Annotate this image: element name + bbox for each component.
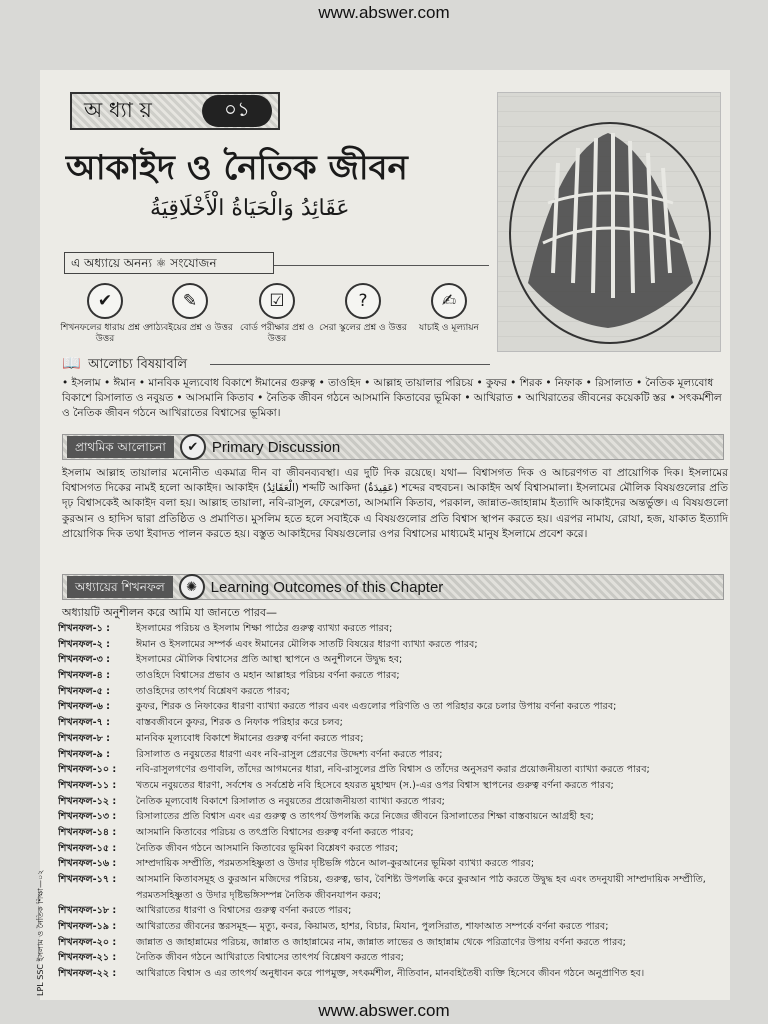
calligraphy-art	[498, 93, 721, 352]
outcome-text: আখিরাতের জীবনের স্তরসমূহ— মৃত্যু, কবর, কিয়ামত, হাশর, বিচার, মিযান, পুলসিরাত, শাফাআত সম্পর্কে বর্ণনা করতে পারব;	[136, 921, 609, 933]
chapter-label: অ ধ্যা য়	[84, 97, 152, 122]
outcome-item	[58, 950, 730, 966]
primary-english: Primary Discussion	[211, 438, 341, 456]
outcome-label: শিখনফল-১২ :	[58, 795, 117, 807]
outcome-item	[58, 621, 730, 637]
outcome-label: শিখনফল-৪ :	[58, 670, 110, 682]
outcome-label: শিখনফল-১৬ :	[58, 858, 117, 870]
feature-label: যাচাই ও মূল্যায়ন	[419, 323, 479, 333]
outcome-item	[58, 684, 730, 700]
outcome-text: নৈতিক জীবন গঠনে আসমানি কিতাবের ভূমিকা বিশ্লেষণ করতে পারব;	[136, 842, 399, 854]
outcome-item	[58, 747, 730, 763]
chapter-number: ০১	[202, 95, 272, 127]
outcome-text: নৈতিক জীবন গঠনে আখিরাতে বিশ্বাসের তাৎপর্য বিশ্লেষণ করতে পারব;	[136, 952, 404, 964]
outcome-label: শিখনফল-১৮ :	[58, 905, 117, 917]
outcome-label: শিখনফল-১১ :	[58, 779, 117, 791]
outcome-text: রিসালাত ও নবুয়তের ধারণা এবং নবি-রাসুল প্রেরণের উদ্দেশ্য বর্ণনা করতে পারব;	[136, 748, 443, 760]
topics-list: • ইসলাম • ঈমান • মানবিক মূল্যবোধ বিকাশে ঈমানের গুরুত্ব • তাওহিদ • আল্লাহ তায়ালার পরিচয় • কুফর • শিরক • নিফাক • রিসালাত • নৈতিক মূল্যবোধ বিকাশে রিসালাত ও নবুয়ত • আসমানি কিতাব • নৈতিক জীবন গঠনে আসমানি কিতাবের ভূমিকা • আখিরাত • আখিরাতের জীবনের কয়েকটি স্তর • সৎকর্মশীল ও নৈতিক জীবন গঠনে আখিরাতের বিশ্বাসের ভূমিকা।	[62, 377, 722, 419]
outcomes-english: Learning Outcomes of this Chapter	[210, 578, 444, 596]
outcome-text: ঈমান ও ইসলামের সম্পর্ক এবং ঈমানের মৌলিক সাতটি বিষয়ের ধারণা ব্যাখ্যা করতে পারব;	[136, 638, 478, 650]
outcome-label: শিখনফল-২২ :	[58, 968, 117, 980]
outcome-text: কুফর, শিরক ও নিফাকের ধারণা ব্যাখ্যা করতে পারব এবং এগুলোর পরিণতি ও তা পরিহার করে চলার উপায় বর্ণনা করতে পারব;	[136, 701, 617, 713]
outcome-item	[58, 825, 730, 841]
chapter-badge	[70, 92, 280, 130]
integration-divider	[274, 265, 489, 266]
outcome-text: নবি-রাসুলগণের গুণাবলি, তাঁদের আগমনের ধারা, নবি-রাসুলের প্রতি বিশ্বাস ও তাঁদের অনুসরণ করার প্রয়োজনীয়তা ব্যাখ্যা করতে পারব;	[136, 764, 650, 776]
outcome-item	[58, 856, 730, 872]
outcome-label: শিখনফল-১৩ :	[58, 811, 117, 823]
outcome-item	[58, 841, 730, 857]
question-icon: ?	[345, 283, 381, 319]
feature-evaluation[interactable]	[404, 283, 494, 334]
outcome-label: শিখনফল-১৭ :	[58, 874, 117, 885]
calligraphy-image	[497, 92, 721, 352]
outcome-text: আখিরাতে বিশ্বাস ও এর তাৎপর্য অনুধাবন করে পাপমুক্ত, সৎকর্মশীল, নীতিবান, মানবহিতৈষী ব্যক্তি হিসেবে জীবন গঠনে অনুপ্রাণিত হব।	[136, 968, 645, 980]
outcome-label: শিখনফল-২০ :	[58, 936, 117, 948]
outcome-label: শিখনফল-৬ :	[58, 701, 111, 713]
outcome-text: তাওহিদের তাৎপর্য বিশ্লেষণ করতে পারব;	[136, 685, 290, 697]
outcome-item	[58, 699, 730, 715]
outcome-label: শিখনফল-১৯ :	[58, 921, 117, 933]
outcome-text: মানবিক মূল্যবোধ বিকাশে ঈমানের গুরুত্ব বর্ণনা করতে পারব;	[136, 732, 364, 744]
feature-label: সেরা স্কুলের প্রশ্ন ও উত্তর	[319, 323, 407, 333]
primary-discussion-banner	[62, 434, 724, 460]
outcome-item	[58, 935, 730, 951]
outcome-label: শিখনফল-২১ :	[58, 952, 117, 964]
outcome-text: নৈতিক মূল্যবোধ বিকাশে রিসালাত ও নবুয়তের প্রয়োজনীয়তা ব্যাখ্যা করতে পারব;	[136, 795, 445, 807]
outcome-text: জান্নাত ও জাহান্নামের পরিচয়, জান্নাত ও জাহান্নামের নাম, জান্নাত লাভের ও জাহান্নাম থেকে পরিত্রাণের উপায় বর্ণনা করতে পারব;	[136, 936, 626, 948]
outcome-item	[58, 919, 730, 935]
feature-label: পাঠ্যবইয়ের প্রশ্ন ও উত্তর	[147, 323, 233, 333]
site-url-top[interactable]: www.abswer.com	[318, 3, 450, 22]
outcome-label: শিখনফল-১৫ :	[58, 842, 117, 854]
outcome-item	[58, 809, 730, 825]
primary-paragraph: ইসলাম আল্লাহ তায়ালার মনোনীত একমাত্র দীন বা জীবনব্যবস্থা। এর দুটি দিক রয়েছে। যথা— বিশ্বাসগত দিক ও আচরণগত বা প্রায়োগিক দিক। ইসলামের বিশ্বাসগত দিকের নামই হলো আকাইদ। আকাইদ (الْعَقَائِدُ) শব্দটি আকিদা (عَقِيدَةٌ) শব্দের বহুবচন। আকাইদ অর্থ বিশ্বাসমালা। ইসলামের মৌলিক বিষয়গুলোর প্রতি দৃঢ় বিশ্বাসকেই আকাইদ বলা হয়। আল্লাহ তায়ালা, নবি-রাসুল, ফেরেশতা, আসমানি কিতাব, পরকাল, জান্নাত-জাহান্নাম ইত্যাদি আকাইদের অন্তর্ভুক্ত। এ বিষয়গুলো কুরআন ও হাদিস দ্বারা প্রতিষ্ঠিত ও প্রমাণিত। মুসলিম হতে হলে সবাইকে এ বিষয়গুলোর প্রতি বিশ্বাস স্থাপন করতে হয়। এরপর নামায, রোযা, হজ, যাকাত ইত্যাদি প্রায়োগিক দিক তথা ইবাদত পালন করতে হয়। বস্তুত আকাইদের বিষয়গুলোর ওপর বিশ্বাসের মাধ্যমেই মানুষ ইসলামে প্রবেশ করে।	[62, 467, 728, 540]
feature-board-exam[interactable]	[232, 283, 322, 345]
writing-hand-icon: ✍	[431, 283, 467, 319]
arabic-title: عَقَائِدُ وَالْحَيَاةُ الْأَخْلَاقِيَةُ	[150, 196, 350, 221]
outcome-item	[58, 715, 730, 731]
outcome-item	[58, 794, 730, 810]
feature-label: শিখনফলের ধারায় প্রশ্ন ও উত্তর	[60, 323, 150, 344]
outcome-label: শিখনফল-২ :	[58, 638, 111, 650]
outcome-item	[58, 652, 730, 668]
feature-best-school[interactable]	[318, 283, 408, 334]
outcome-label: শিখনফল-১৪ :	[58, 826, 117, 838]
checkmark-icon: ✔	[87, 283, 123, 319]
learning-outcomes-banner	[62, 574, 724, 600]
topics-divider	[210, 364, 490, 365]
outcome-text: ইসলামের মৌলিক বিশ্বাসের প্রতি আস্থা স্থাপনে ও অনুশীলনে উদ্বুদ্ধ হব;	[136, 654, 403, 666]
outcome-item	[58, 966, 730, 982]
outcome-item	[58, 731, 730, 747]
chapter-title: আকাইদ ও নৈতিক জীবন	[66, 148, 408, 188]
outcome-item	[58, 668, 730, 684]
integration-label: এ অধ্যায়ে অনন্য ⚛ সংযোজন	[64, 252, 274, 274]
outcome-text: খতমে নবুয়তের ধারণা, সর্বশেষ ও সর্বশ্রেষ্ঠ নবি হিসেবে হযরত মুহাম্মদ (স.)-এর ওপর বিশ্বাস স্থাপনের গুরুত্ব বর্ণনা করতে পারব;	[136, 779, 614, 791]
outcomes-label: অধ্যায়ের শিখনফল	[67, 576, 173, 598]
topics-heading-text: আলোচ্য বিষয়াবলি	[88, 357, 188, 372]
outcome-item	[58, 778, 730, 794]
pencil-icon: ✎	[172, 283, 208, 319]
topics-heading	[62, 354, 187, 376]
lightbulb-icon: ✺	[179, 574, 205, 600]
outcome-text: ইসলামের পরিচয় ও ইসলাম শিক্ষা পাঠের গুরুত্ব ব্যাখ্যা করতে পারব;	[136, 623, 393, 634]
outcome-text: বাস্তবজীবনে কুফর, শিরক ও নিফাক পরিহার করে চলব;	[136, 717, 343, 729]
outcome-label: শিখনফল-৮ :	[58, 732, 110, 744]
feature-label: বোর্ড পরীক্ষার প্রশ্ন ও উত্তর	[240, 323, 314, 344]
book-icon: 📖	[62, 354, 81, 372]
feature-learning-outcome[interactable]	[60, 283, 150, 345]
outcome-text: আখিরাতের ধারণা ও বিশ্বাসের গুরুত্ব বর্ণনা করতে পারব;	[136, 905, 352, 917]
outcomes-list	[58, 621, 730, 982]
outcome-label: শিখনফল-১ :	[58, 623, 110, 634]
outcome-text: রিসালাতের প্রতি বিশ্বাস এবং এর গুরুত্ব ও তাৎপর্য উপলব্ধি করে নিজের জীবনে রিসালাতের শিক্ষা বাস্তবায়নে আগ্রহী হব;	[136, 811, 594, 823]
outcome-label: শিখনফল-৫ :	[58, 685, 110, 697]
outcome-label: শিখনফল-৯ :	[58, 748, 110, 760]
outcome-item	[58, 637, 730, 653]
outcomes-intro: অধ্যায়টি অনুশীলন করে আমি যা জানতে পারব—	[62, 606, 278, 619]
outcome-text: আসমানি কিতাবসমূহ ও কুরআন মজিদের পরিচয়, গুরুত্ব, ভাব, বৈশিষ্ট্য উপলব্ধি করে কুরআন পাঠ করতে উদ্বুদ্ধ হব এবং তদনুযায়ী সাম্প্রদায়িক সম্প্রীতি, পরমতসহিষ্ণুতা ও উদার দৃষ্টিভঙ্গিসম্পন্ন নৈতিক জীবনযাপন করব;	[136, 874, 706, 901]
outcome-text: তাওহিদে বিশ্বাসের প্রভাব ও মহান আল্লাহর পরিচয় বর্ণনা করতে পারব;	[136, 670, 400, 682]
site-url-bottom[interactable]: www.abswer.com	[318, 1001, 450, 1020]
check-circle-icon: ✔	[180, 434, 206, 460]
outcome-label: শিখনফল-৩ :	[58, 654, 111, 666]
outcome-text: আসমানি কিতাবের পরিচয় ও তৎপ্রতি বিশ্বাসের গুরুত্ব বর্ণনা করতে পারব;	[136, 826, 414, 838]
feature-textbook[interactable]	[145, 283, 235, 334]
outcome-text: সাম্প্রদায়িক সম্প্রীতি, পরমতসহিষ্ণুতা ও উদার দৃষ্টিভঙ্গি গঠনে আল-কুরআনের ভূমিকা ব্যাখ্যা করতে পারব;	[136, 858, 535, 870]
outcome-item	[58, 903, 730, 919]
outcome-item	[58, 762, 730, 778]
ballot-check-icon: ☑	[259, 283, 295, 319]
outcome-label: শিখনফল-১০ :	[58, 764, 117, 776]
outcome-item	[58, 872, 730, 903]
outcome-label: শিখনফল-৭ :	[58, 717, 111, 729]
side-book-label: LPL SSC ইসলাম ও নৈতিক শিক্ষা—০২	[36, 869, 45, 997]
primary-label: প্রাথমিক আলোচনা	[67, 436, 174, 458]
